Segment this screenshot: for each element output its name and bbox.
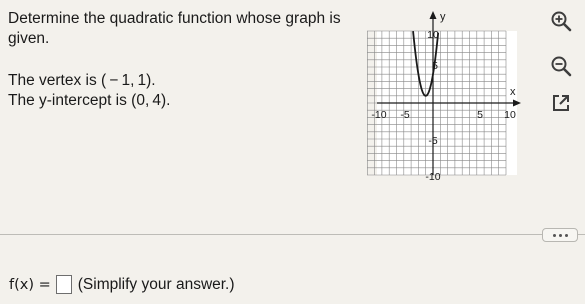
x-tick-label: -5 (400, 109, 410, 121)
x-tick-label: 5 (477, 109, 483, 121)
section-divider (0, 234, 585, 235)
zoom-out-button[interactable] (548, 53, 574, 79)
zoom-in-button[interactable] (548, 8, 574, 34)
x-tick-label: 10 (504, 109, 516, 121)
expand-graph-button[interactable] (548, 90, 574, 116)
question-prompt: Determine the quadratic function whose graph is given. (8, 10, 341, 47)
answer-input-box[interactable] (56, 275, 72, 294)
zoom-out-icon (550, 55, 572, 77)
more-dots-icon[interactable] (542, 228, 578, 242)
x-tick-label: -10 (371, 109, 387, 121)
dot (553, 234, 556, 237)
y-axis-label: y (440, 11, 446, 23)
y-tick-label: -5 (428, 135, 438, 147)
simplify-hint: (Simplify your answer.) (77, 275, 235, 293)
expand-icon (550, 92, 572, 114)
function-label: f(x) = (9, 276, 51, 293)
dot (565, 234, 568, 237)
answer-row (9, 275, 235, 294)
zoom-in-icon (550, 10, 572, 32)
x-axis-label: x (510, 86, 516, 98)
question-text (8, 9, 358, 111)
y-tick-label: -10 (425, 171, 441, 183)
y-tick-label: 5 (432, 60, 438, 72)
y-intercept-statement: The y-intercept is (0, 4). (8, 92, 171, 109)
vertex-statement: The vertex is ( − 1, 1). (8, 72, 156, 89)
dot (559, 234, 562, 237)
y-tick-label: 10 (427, 29, 439, 41)
y-axis-arrow (430, 11, 437, 19)
parabola-graph (367, 8, 527, 190)
